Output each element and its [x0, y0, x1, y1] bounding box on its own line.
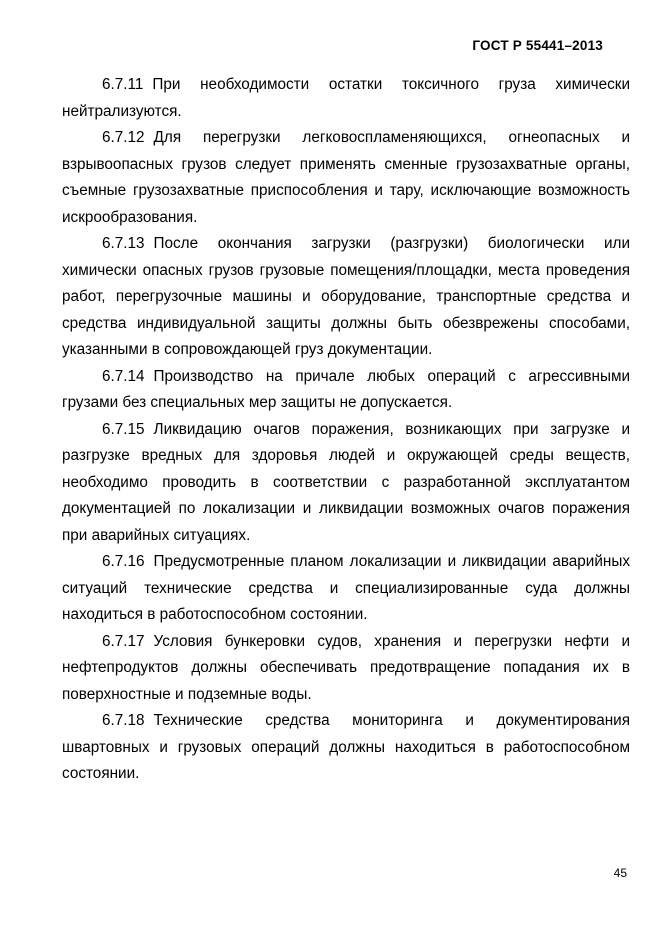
clause-number: 6.7.12 [102, 129, 145, 146]
clause-number: 6.7.13 [102, 235, 145, 252]
paragraph-6-7-17 [62, 629, 630, 709]
clause-number: 6.7.17 [102, 632, 145, 650]
clause-text: При необходимости остатки токсичного груза химически нейтрализуются. [62, 76, 630, 120]
clause-text: Предусмотренные планом локализации и ликвидации аварийных ситуаций технические средства и специализированные суда должны находиться в работоспособном состоянии. [62, 553, 630, 623]
document-header [472, 38, 603, 53]
clause-text: Для перегрузки легковоспламеняющихся, огнеопасных и взрывоопасных грузов следует применять сменные грузозахватные органы, съемные грузозахватные приспособления и тару, исключающие возможность искрообразования. [62, 129, 630, 226]
paragraph-6-7-15 [62, 417, 630, 550]
paragraph-6-7-11 [62, 72, 630, 125]
page-number: 45 [613, 866, 627, 880]
clause-text: Технические средства мониторинга и документирования швартовных и грузовых операций должны находиться в работоспособном состоянии. [62, 712, 630, 782]
clause-number: 6.7.18 [102, 712, 145, 729]
paragraph-6-7-12 [62, 125, 630, 231]
paragraph-6-7-13 [62, 231, 630, 364]
clause-number: 6.7.11 [102, 76, 144, 93]
clause-number: 6.7.14 [102, 367, 145, 385]
document-body [62, 72, 630, 788]
clause-text: Условия бункеровки судов, хранения и перегрузки нефти и нефтепродуктов должны обеспечивать предотвращение попадания их в поверхностные и подземные воды. [62, 632, 630, 703]
clause-number: 6.7.15 [102, 420, 145, 438]
paragraph-6-7-18 [62, 708, 630, 788]
standard-code: ГОСТ Р 55441–2013 [472, 38, 603, 53]
clause-number: 6.7.16 [102, 553, 145, 570]
clause-text: Производство на причале любых операций с агрессивными грузами без специальных мер защиты не допускается. [62, 367, 630, 411]
clause-text: Ликвидацию очагов поражения, возникающих при загрузке и разгрузке вредных для здоровья людей и окружающей среды веществ, необходимо проводить в соответствии с разработанной эксплуатантом документацией по локализации и ликвидации возможных очагов поражения при аварийных ситуациях. [62, 420, 630, 544]
clause-text: После окончания загрузки (разгрузки) биологически или химически опасных грузов грузовые помещения/площадки, места проведения работ, перегрузочные машины и оборудование, транспортные средства и средства индивидуальной защиты должны быть обезврежены способами, указанными в сопровождающей груз документации. [62, 235, 630, 358]
paragraph-6-7-14 [62, 364, 630, 417]
paragraph-6-7-16 [62, 549, 630, 629]
